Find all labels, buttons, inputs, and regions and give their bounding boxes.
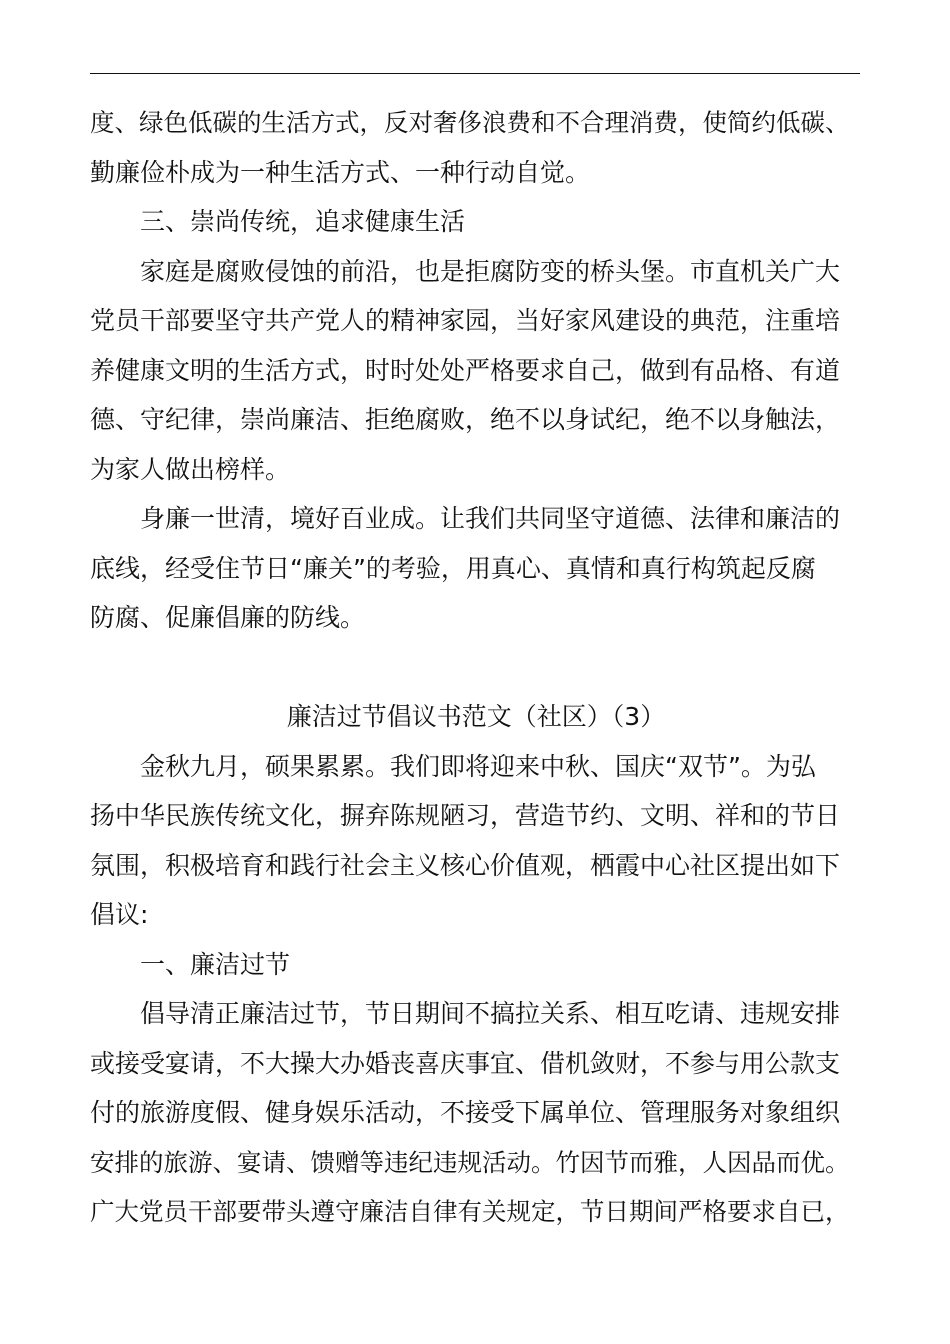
- paragraph-line: 或接受宴请，不大操大办婚丧喜庆事宜、借机敛财，不参与用公款支: [90, 1048, 841, 1078]
- paragraph-line: 养健康文明的生活方式，时时处处严格要求自己，做到有品格、有道: [90, 355, 841, 385]
- paragraph-line: 倡导清正廉洁过节，节日期间不搞拉关系、相互吃请、违规安排: [140, 999, 841, 1028]
- document-body: [90, 98, 862, 1237]
- paragraph-line: 底线，经受住节日“廉关”的考验，用真心、真情和真行构筑起反腐: [90, 553, 816, 583]
- paragraph-line: 防腐、促廉倡廉的防线。: [90, 603, 366, 632]
- header-rule: [90, 73, 860, 74]
- paragraph-line: 氛围，积极培育和践行社会主义核心价值观，栖霞中心社区提出如下: [90, 850, 841, 880]
- paragraph-line: 倡议:: [90, 900, 149, 929]
- paragraph-line: 党员干部要坚守共产党人的精神家园，当好家风建设的典范，注重培: [90, 306, 841, 335]
- paragraph-line: 德、守纪律，崇尚廉洁、拒绝腐败，绝不以身试纪，绝不以身触法，: [90, 405, 841, 434]
- article-title: 廉洁过节倡议书范文（社区）（3）: [286, 702, 666, 731]
- section-heading: 一、廉洁过节: [140, 949, 291, 979]
- paragraph-line: 家庭是腐败侵蚀的前沿，也是拒腐防变的桥头堡。市直机关广大: [140, 256, 841, 286]
- paragraph-line: 付的旅游度假、健身娱乐活动，不接受下属单位、管理服务对象组织: [90, 1098, 841, 1127]
- section-heading: 三、崇尚传统，追求健康生活: [140, 207, 466, 236]
- paragraph-line: 勤廉俭朴成为一种生活方式、一种行动自觉。: [90, 157, 591, 187]
- paragraph-line: 为家人做出榜样。: [90, 454, 291, 484]
- spacer: [90, 643, 862, 693]
- paragraph-line: 广大党员干部要带头遵守廉洁自律有关规定，节日期间严格要求自已，: [90, 1197, 850, 1226]
- paragraph-line: 扬中华民族传统文化，摒弃陈规陋习，营造节约、文明、祥和的节日: [90, 801, 841, 830]
- paragraph-line: 金秋九月，硕果累累。我们即将迎来中秋、国庆“双节”。为弘: [140, 751, 816, 781]
- paragraph-line: 度、绿色低碳的生活方式，反对奢侈浪费和不合理消费，使简约低碳、: [90, 108, 850, 137]
- paragraph-line: 身廉一世清，境好百业成。让我们共同坚守道德、法律和廉洁的: [140, 504, 841, 533]
- paragraph-line: 安排的旅游、宴请、馈赠等违纪违规活动。竹因节而雅，人因品而优。: [90, 1147, 850, 1177]
